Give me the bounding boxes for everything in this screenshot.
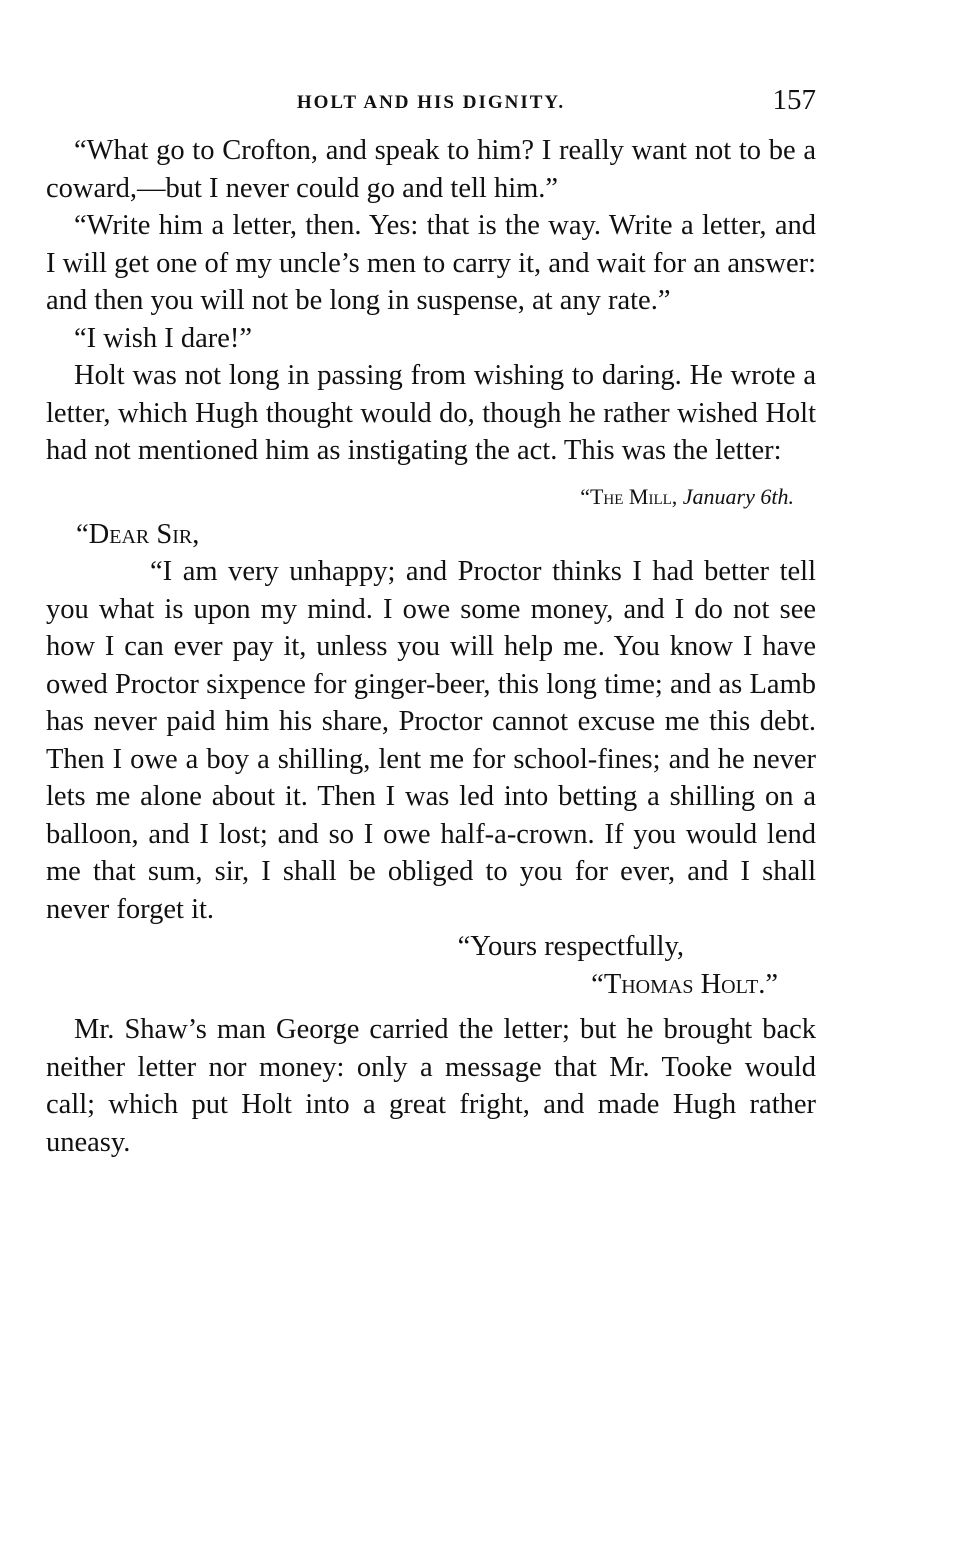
- letter-body: “I am very unhappy; and Proctor thinks I had better tell you what is upon my mind. I owe some money, and I do not see how I can ever pay it, unless you will help me. You know I have owed Proctor sixpence for ginger-beer, this long time; and as Lamb has never paid him his share, Proctor cannot excuse me this debt. Then I owe a boy a shilling, lent me for school-fines; and he never lets me alone about it. Then I was led into betting a shilling on a balloon, and I lost; and so I owe half-a-crown. If you would lend me that sum, sir, I shall be obliged to you for ever, and I shall never forget it.: [46, 556, 816, 925]
- page-number: 157: [772, 84, 816, 116]
- paragraph-4: Holt was not long in passing from wishing to daring. He wrote a letter, which Hugh thought would do, though he rather wished Holt had not mentioned him as instigating the act. This was the letter:: [46, 360, 816, 466]
- paragraph-2: “Write him a letter, then. Yes: that is the way. Write a letter, and I will get one of my uncle’s men to carry it, and wait for an answer: and then you will not be long in suspense, at any rate.”: [46, 210, 816, 316]
- book-page: [46, 84, 816, 1161]
- letter-signature: “Thomas Holt.”: [591, 968, 778, 1000]
- letter-date: January 6th.: [682, 483, 794, 509]
- paragraph-3: “I wish I dare!”: [74, 322, 253, 354]
- paragraph-1: “What go to Crofton, and speak to him? I really want not to be a coward,—but I never could go and tell him.”: [46, 135, 816, 204]
- letter-place: “The Mill,: [580, 483, 678, 509]
- letter-closing: “Yours respectfully,: [457, 931, 684, 962]
- running-header: [46, 84, 816, 132]
- running-title: HOLT AND HIS DIGNITY.: [296, 92, 566, 113]
- letter-dateline: [46, 482, 794, 512]
- letter-salutation: “Dear Sir,: [76, 518, 200, 550]
- paragraph-after-letter: Mr. Shaw’s man George carried the letter; but he brought back neither letter nor money: only a message that Mr. Tooke would call; which put Holt into a great fright, and made Hugh rather uneasy.: [46, 1014, 816, 1158]
